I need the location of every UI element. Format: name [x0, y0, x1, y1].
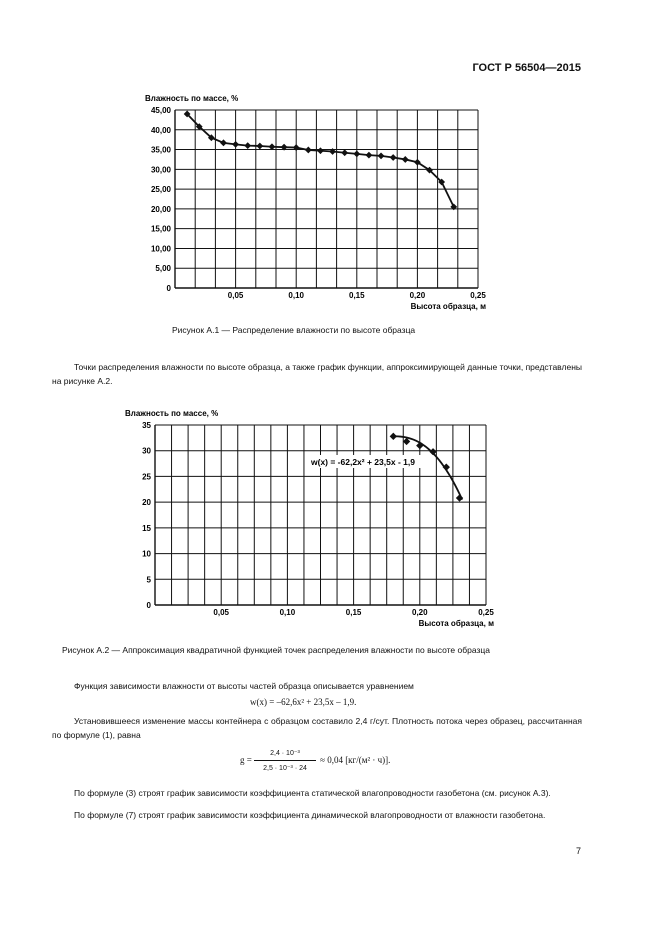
paragraph-5: [52, 808, 582, 822]
paragraph-2-text: Функция зависимости влажности от высоты частей образца описывается уравнением: [74, 681, 414, 691]
data-point: [416, 442, 423, 449]
y-tick-label: 20: [142, 498, 151, 508]
paragraph-1-text: Точки распределения влажности по высоте образца, а также график функции, аппроксимирующей данные точки, представлены на рисунке А.2.: [52, 362, 582, 386]
y-tick-label: 35: [142, 421, 151, 430]
paragraph-3: [52, 714, 582, 742]
x-tick-label: 0,05: [213, 608, 229, 617]
x-tick-label: 0,20: [409, 291, 426, 300]
data-point: [456, 494, 463, 501]
y-tick-label: 0: [146, 601, 151, 610]
equation-w: w(x) = –62,6x² + 23,5x – 1,9.: [250, 697, 357, 707]
data-point: [429, 448, 436, 455]
page-number: 7: [575, 846, 581, 856]
standard-number: ГОСТ Р 56504—2015: [472, 62, 581, 74]
y-tick-label: 5: [146, 575, 151, 585]
y-tick-label: 15: [142, 523, 151, 533]
fraction-line: [254, 760, 316, 761]
x-tick-label: 0,20: [412, 608, 428, 617]
equation-g-denominator: 2,5 · 10⁻³ · 24: [263, 765, 307, 772]
figure-a2-caption: Рисунок А.2 — Аппроксимация квадратичной функцией точек распределения влажности по высоте образца: [62, 645, 490, 655]
y-tick-label: 25: [142, 472, 151, 482]
data-point: [390, 433, 397, 440]
y-tick-label: 30: [142, 446, 151, 456]
y-tick-label: 35,00: [150, 145, 171, 155]
y-tick-label: 30,00: [150, 165, 171, 175]
paragraph-4-text: По формуле (3) строят график зависимости коэффициента статической влагопроводности газобетона (см. рисунок А.3).: [74, 788, 551, 798]
x-tick-label: 0,10: [288, 291, 304, 300]
y-tick-label: 20,00: [150, 204, 171, 214]
y-tick-label: 10: [142, 549, 151, 559]
y-axis-label: Влажность по массе, %: [125, 409, 219, 418]
y-tick-label: 10,00: [150, 244, 171, 254]
equation-g-numerator: 2,4 · 10⁻³: [270, 750, 300, 757]
paragraph-5-text: По формуле (7) строят график зависимости коэффициента динамической влагопроводности от влажности газобетона.: [74, 810, 546, 820]
y-axis-label: Влажность по массе, %: [145, 94, 239, 103]
equation-g-rhs: ≈ 0,04 [кг/(м² · ч)].: [320, 755, 391, 765]
paragraph-2: [52, 679, 582, 693]
equation-g-lhs: g =: [240, 755, 252, 765]
y-tick-label: 5,00: [155, 264, 171, 274]
y-tick-label: 0: [166, 284, 171, 293]
paragraph-3-text: Установившееся изменение массы контейнера с образцом составило 2,4 г/сут. Плотность потока через образец, рассчитанная по формуле (1), равна: [52, 716, 582, 740]
data-point: [443, 463, 450, 470]
x-tick-label: 0,15: [349, 291, 365, 300]
x-tick-label: 0,10: [279, 608, 296, 617]
y-tick-label: 45,00: [150, 106, 171, 115]
fit-equation-label: w(x) = -62,2x² + 23,5x - 1,9: [311, 457, 415, 467]
figure-a1-caption: Рисунок А.1 — Распределение влажности по высоте образца: [172, 325, 416, 335]
paragraph-4: [52, 786, 582, 800]
x-axis-label: Высота образца, м: [418, 619, 494, 628]
y-tick-label: 40,00: [150, 125, 171, 135]
y-tick-label: 25,00: [150, 185, 171, 195]
x-axis-label: Высота образца, м: [410, 302, 486, 311]
x-tick-label: 0,25: [470, 291, 486, 300]
y-tick-label: 15,00: [150, 224, 171, 234]
x-tick-label: 0,25: [478, 608, 494, 617]
x-tick-label: 0,15: [345, 608, 362, 617]
x-tick-label: 0,05: [227, 291, 244, 300]
